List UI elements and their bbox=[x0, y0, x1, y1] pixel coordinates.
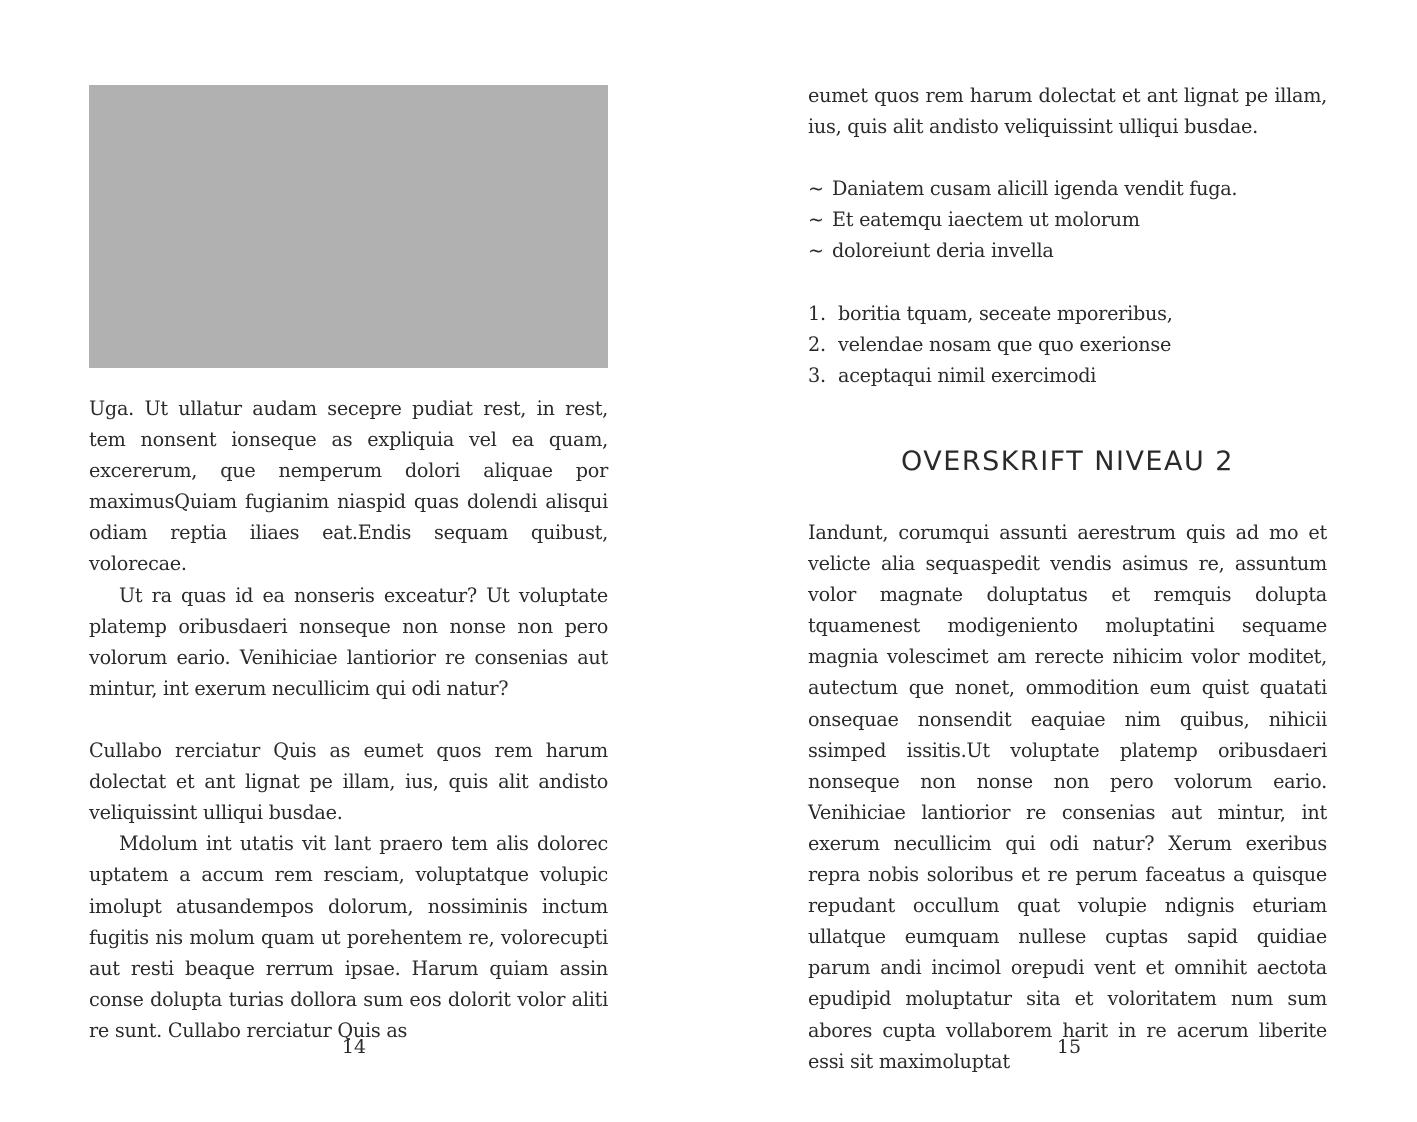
list-item-text: Daniatem cusam alicill igenda vendit fuga. bbox=[832, 177, 1238, 201]
paragraph: Ut ra quas id ea nonseris exceatur? Ut voluptate platemp oribusdaeri nonseque non nonse non pero volorum eario. Venihiciae lantiorior re consenias aut mintur, int exerum necullicim qui odi natur? bbox=[89, 583, 608, 700]
list-item bbox=[808, 204, 1327, 235]
list-number: 1. bbox=[808, 301, 826, 325]
left-text-column bbox=[89, 393, 608, 1046]
right-text-column-top bbox=[808, 80, 1327, 391]
bullet-marker: ~ bbox=[808, 239, 824, 263]
right-page bbox=[708, 0, 1417, 1122]
list-item bbox=[808, 235, 1327, 266]
list-item-text: doloreiunt deria invella bbox=[832, 239, 1054, 263]
paragraph: eumet quos rem harum dolectat et ant lignat pe illam, ius, quis alit andisto veliquissint ulliqui busdae. bbox=[808, 84, 1327, 139]
left-page bbox=[0, 0, 708, 1122]
list-number: 2. bbox=[808, 332, 826, 356]
bullet-list bbox=[808, 173, 1327, 266]
section-heading: OVERSKRIFT NIVEAU 2 bbox=[901, 446, 1234, 477]
list-item bbox=[808, 298, 1327, 329]
bullet-marker: ~ bbox=[808, 208, 824, 232]
list-item-text: aceptaqui nimil exercimodi bbox=[838, 363, 1097, 387]
numbered-list bbox=[808, 298, 1327, 391]
paragraph: Iandunt, corumqui assunti aerestrum quis ad mo et velicte alia sequaspedit vendis asimus re, assuntum volor magnate doluptatus et remquis dolupta tquamenest modigeniento moluptatini sequame magnia volescimet am rerecte nihicim volor moditet, autectum que nonet, ommodition eum quist quatati onsequae nonsendit eaquiae nim quibus, nihicii ssimped issitis.Ut voluptate platemp oribusdaeri nonseque non nonse non pero volorum eario. Venihiciae lantiorior re consenias aut mintur, int exerum necullicim qui odi natur? Xerum exeribus repra nobis soloribus et re perum faceatus a quisque repudant occullum quat volupie ndignis eturiam ullatque eumquam nullese cuptas sapid quidiae parum andi incimol orepudi vent et omnihit aectota epudipid moluptatur sita et voloritatem num sum abores cupta vollaborem harit in re acerum liberite essi sit maximoluptat bbox=[808, 521, 1327, 1073]
image-placeholder bbox=[89, 85, 608, 368]
bullet-marker: ~ bbox=[808, 177, 824, 201]
list-item-text: Et eatemqu iaectem ut molorum bbox=[832, 208, 1140, 232]
paragraph: Cullabo rerciatur Quis as eumet quos rem harum dolectat et ant lignat pe illam, ius, quis alit andisto veliquissint ulliqui busdae. bbox=[89, 739, 608, 825]
list-number: 3. bbox=[808, 363, 826, 387]
list-item bbox=[808, 360, 1327, 391]
list-item bbox=[808, 173, 1327, 204]
list-item bbox=[808, 329, 1327, 360]
right-text-column-bottom bbox=[808, 517, 1327, 1077]
list-item-text: velendae nosam que quo exerionse bbox=[838, 332, 1172, 356]
paragraph: Uga. Ut ullatur audam secepre pudiat rest, in rest, tem nonsent ionseque as expliquia vel ea quam, excererum, que nemperum dolori aliquae por maximusQuiam fugianim niaspid quas dolendi alisqui odiam reptia iliaes eat.Endis sequam quibust, volorecae. bbox=[89, 397, 608, 576]
list-item-text: boritia tquam, seceate mporeribus, bbox=[838, 301, 1173, 325]
paragraph: Mdolum int utatis vit lant praero tem alis dolorec uptatem a accum rem resciam, voluptatque volupic imolupt atusandempos dolorum, nossiminis inctum fugitis nis molum quam ut porehentem re, volorecupti aut resti beaque rerrum ipsae. Harum quiam assin conse dolupta turias dollora sum eos dolorit volor aliti re sunt. Cullabo rerciatur Quis as bbox=[89, 832, 608, 1042]
page-number: 14 bbox=[341, 1036, 367, 1058]
page-number: 15 bbox=[1056, 1036, 1082, 1058]
